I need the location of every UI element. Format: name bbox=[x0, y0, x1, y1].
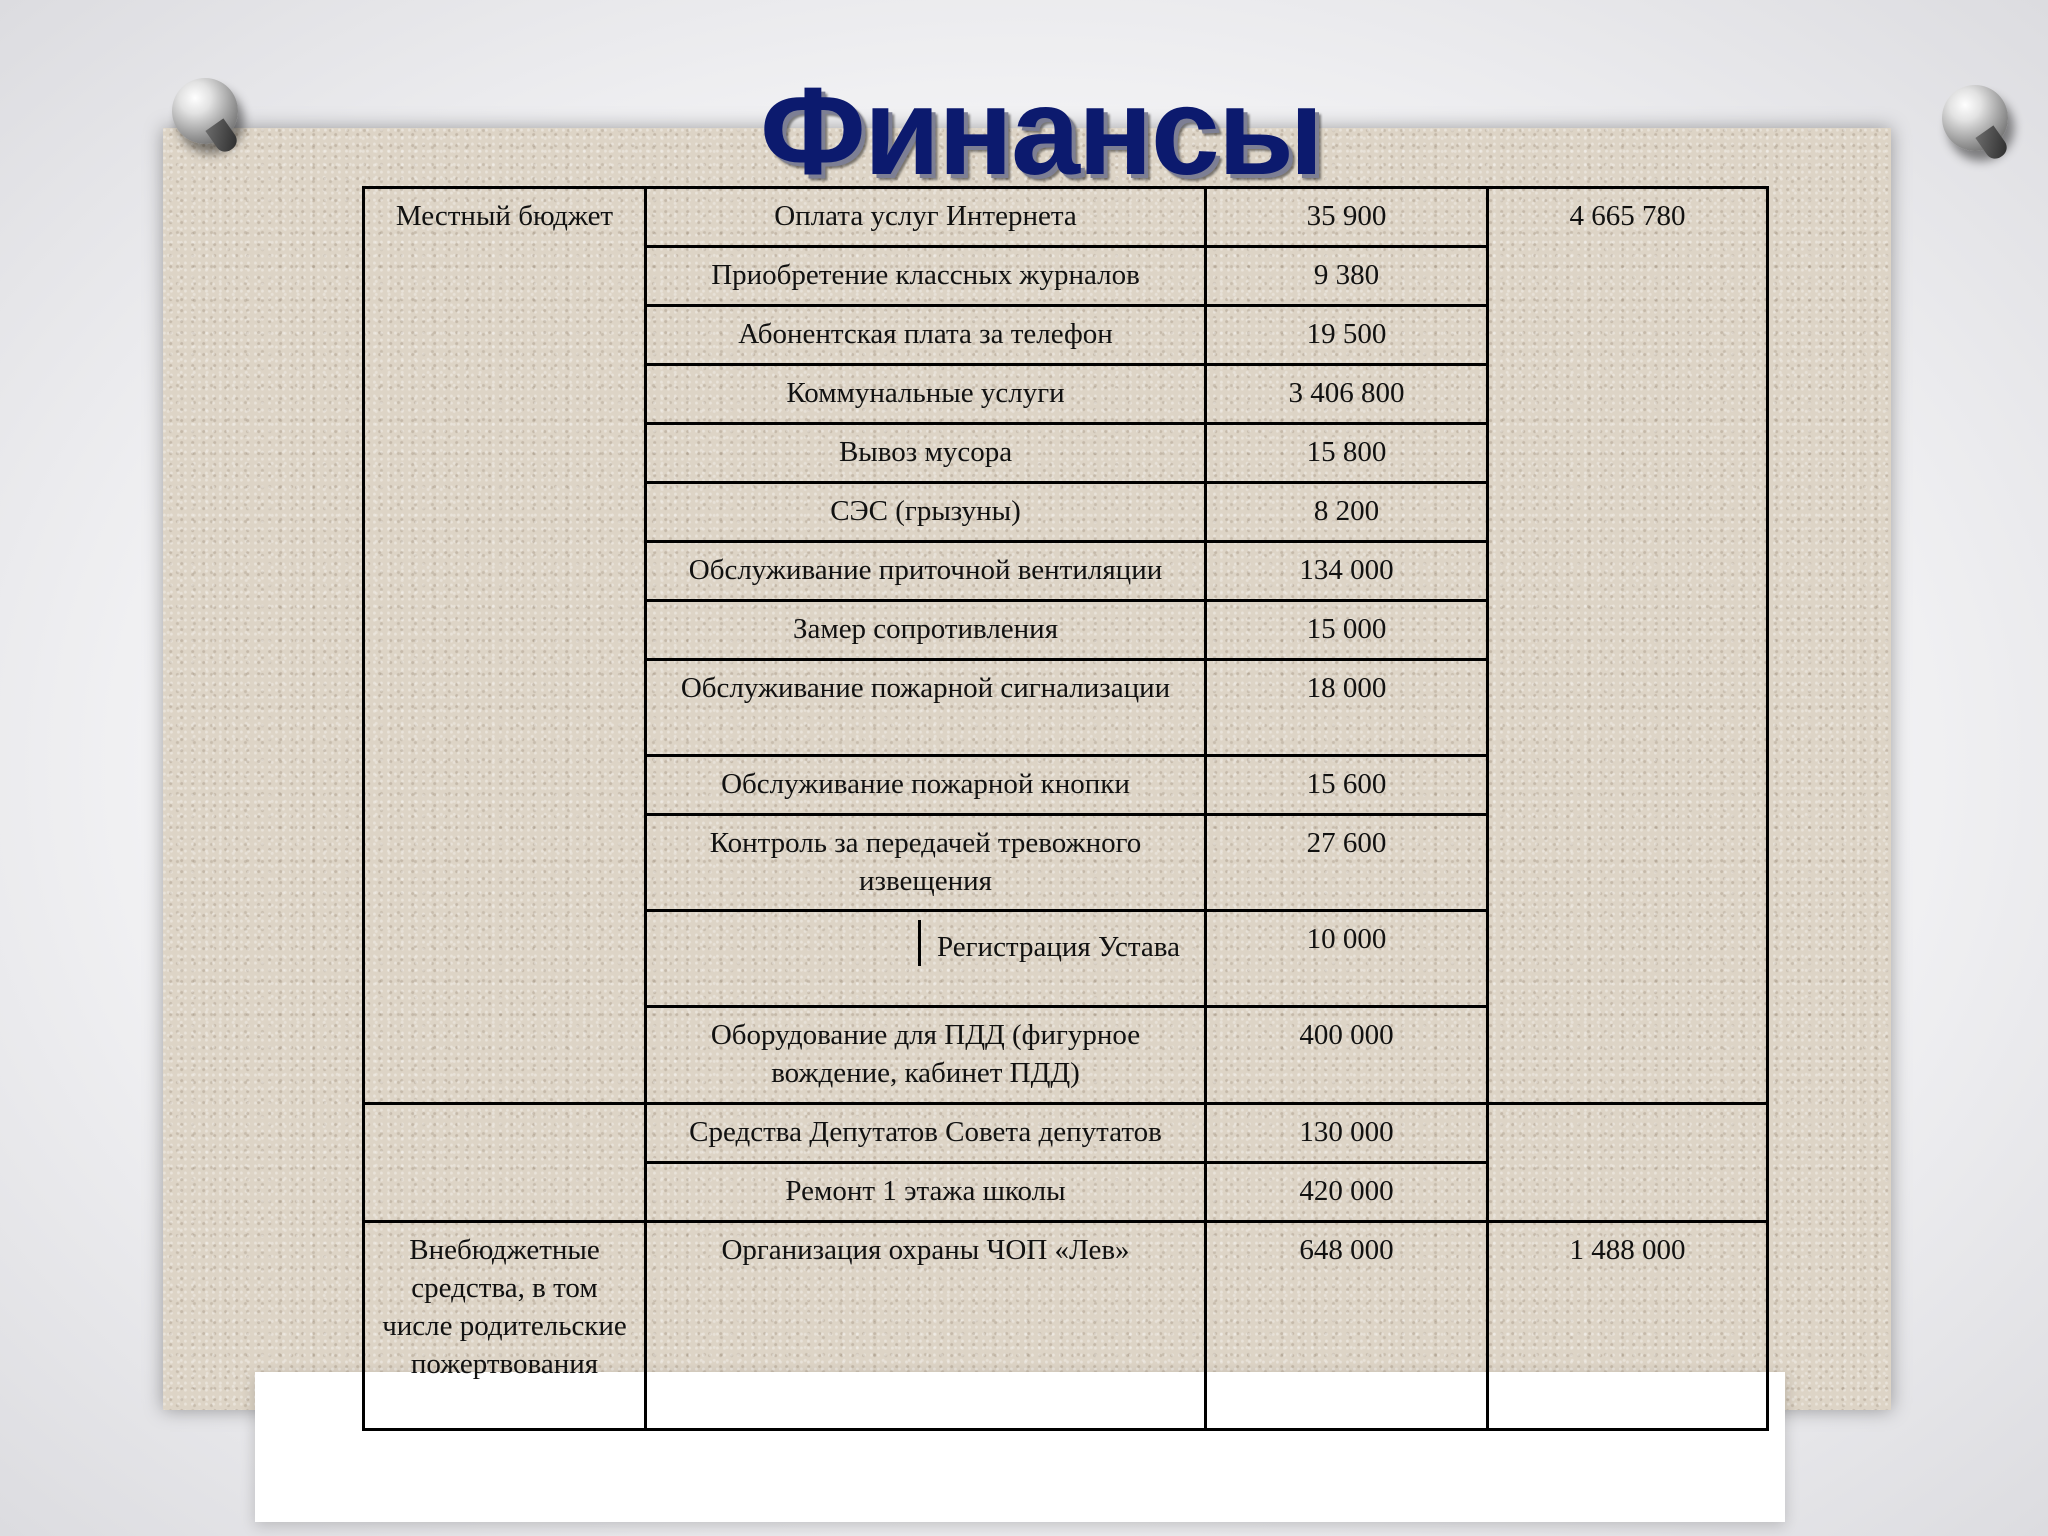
amount-cell: 10 000 bbox=[1206, 911, 1488, 1007]
empty-group-cell bbox=[364, 1104, 646, 1222]
finance-table bbox=[362, 186, 1769, 1431]
table-row bbox=[364, 188, 1768, 247]
amount-cell: 130 000 bbox=[1206, 1104, 1488, 1163]
amount-cell: 3 406 800 bbox=[1206, 365, 1488, 424]
item-cell: Приобретение классных журналов bbox=[646, 247, 1206, 306]
item-cell: Организация охраны ЧОП «Лев» bbox=[646, 1222, 1206, 1430]
item-cell: Замер сопротивления bbox=[646, 601, 1206, 660]
page-title: Финансы bbox=[760, 63, 1322, 201]
item-cell: СЭС (грызуны) bbox=[646, 483, 1206, 542]
amount-cell: 15 000 bbox=[1206, 601, 1488, 660]
table-row bbox=[364, 1104, 1768, 1163]
empty-total-cell bbox=[1488, 1104, 1768, 1222]
amount-cell: 420 000 bbox=[1206, 1163, 1488, 1222]
item-cell: Контроль за передачей тревожного извещения bbox=[646, 815, 1206, 911]
item-cell: Абонентская плата за телефон bbox=[646, 306, 1206, 365]
item-cell: Ремонт 1 этажа школы bbox=[646, 1163, 1206, 1222]
amount-cell: 8 200 bbox=[1206, 483, 1488, 542]
group-label-local-budget: Местный бюджет bbox=[364, 188, 646, 1104]
table-row bbox=[364, 1222, 1768, 1430]
item-cell: Оборудование для ПДД (фигурное вождение, кабинет ПДД) bbox=[646, 1007, 1206, 1104]
item-cell: Регистрация Устава bbox=[937, 931, 1180, 963]
item-cell-split bbox=[646, 911, 1206, 1007]
item-cell: Коммунальные услуги bbox=[646, 365, 1206, 424]
amount-cell: 648 000 bbox=[1206, 1222, 1488, 1430]
amount-cell: 35 900 bbox=[1206, 188, 1488, 247]
item-cell: Обслуживание приточной вентиляции bbox=[646, 542, 1206, 601]
total-local-budget: 4 665 780 bbox=[1488, 188, 1768, 1104]
amount-cell: 15 800 bbox=[1206, 424, 1488, 483]
pushpin-right-icon bbox=[1942, 85, 2008, 151]
amount-cell: 9 380 bbox=[1206, 247, 1488, 306]
item-cell: Средства Депутатов Совета депутатов bbox=[646, 1104, 1206, 1163]
item-cell: Вывоз мусора bbox=[646, 424, 1206, 483]
total-extra-budget: 1 488 000 bbox=[1488, 1222, 1768, 1430]
amount-cell: 27 600 bbox=[1206, 815, 1488, 911]
item-cell: Оплата услуг Интернета bbox=[646, 188, 1206, 247]
item-cell: Обслуживание пожарной сигнализации bbox=[646, 660, 1206, 756]
group-label-extra-budget: Внебюджетные средства, в том числе родительские пожертвования bbox=[364, 1222, 646, 1430]
amount-cell: 18 000 bbox=[1206, 660, 1488, 756]
item-cell: Обслуживание пожарной кнопки bbox=[646, 756, 1206, 815]
empty-subcell bbox=[655, 920, 921, 966]
amount-cell: 134 000 bbox=[1206, 542, 1488, 601]
pushpin-left-icon bbox=[172, 78, 238, 144]
amount-cell: 400 000 bbox=[1206, 1007, 1488, 1104]
amount-cell: 15 600 bbox=[1206, 756, 1488, 815]
amount-cell: 19 500 bbox=[1206, 306, 1488, 365]
